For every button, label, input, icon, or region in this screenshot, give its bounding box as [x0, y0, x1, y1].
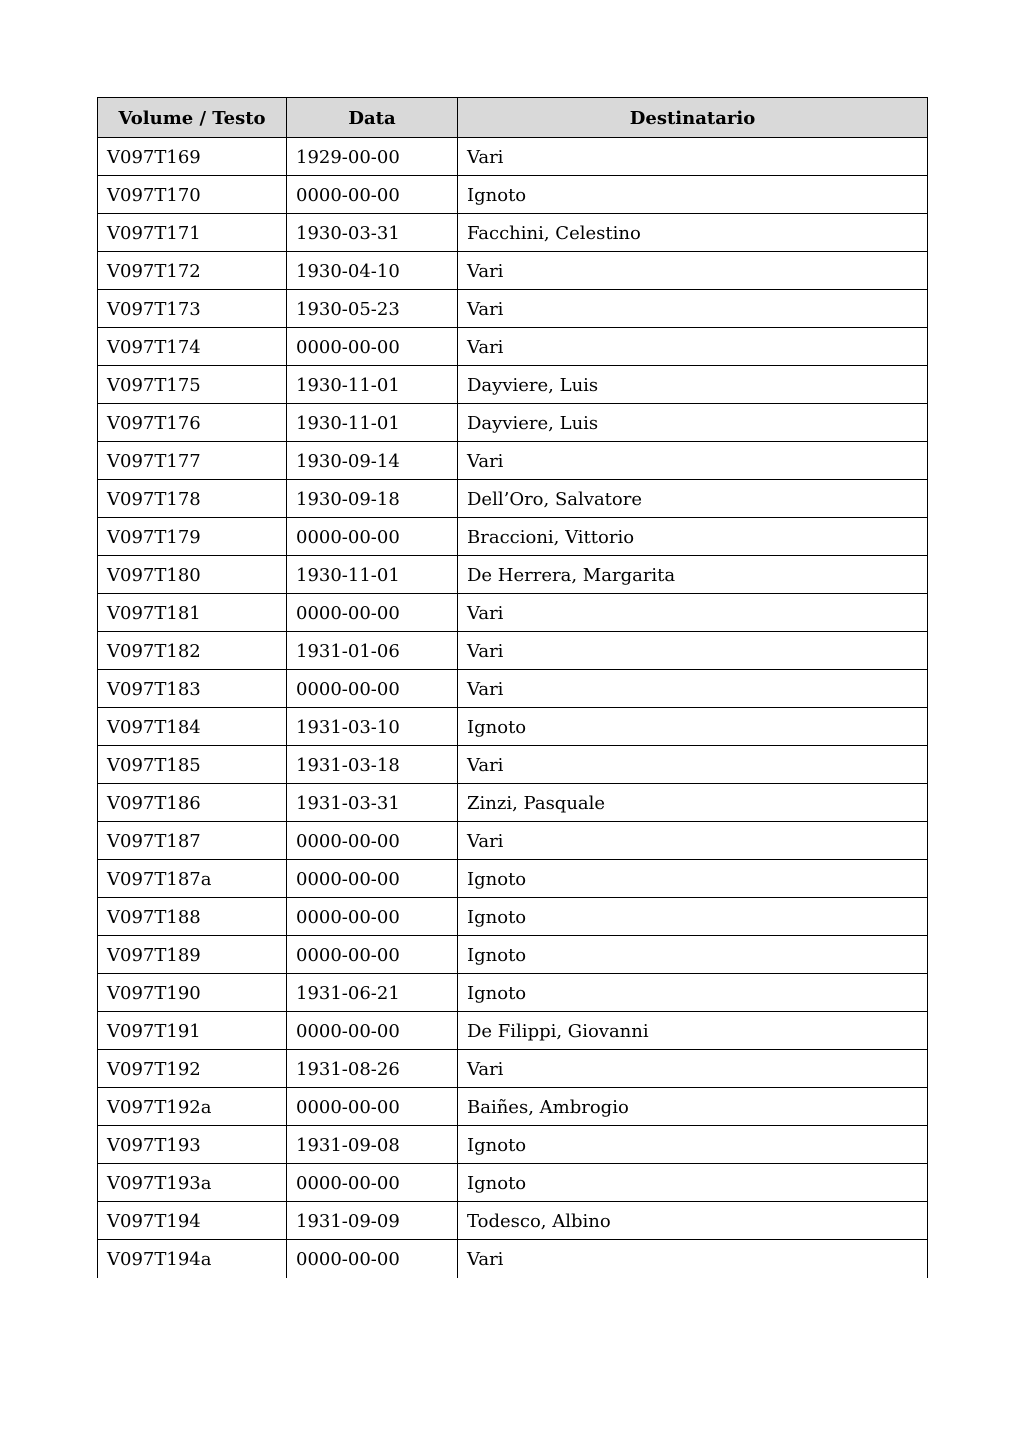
table-row [98, 860, 928, 898]
table-row [98, 290, 928, 328]
cell-destinatario: Vari [458, 138, 928, 176]
cell-data: 1930-11-01 [287, 556, 458, 594]
cell-destinatario: Ignoto [458, 936, 928, 974]
cell-volume-testo: V097T184 [98, 708, 287, 746]
table-row [98, 708, 928, 746]
cell-destinatario: Vari [458, 670, 928, 708]
cell-data: 0000-00-00 [287, 822, 458, 860]
table-row [98, 366, 928, 404]
cell-volume-testo: V097T178 [98, 480, 287, 518]
cell-data: 1929-00-00 [287, 138, 458, 176]
cell-destinatario: Vari [458, 746, 928, 784]
cell-destinatario: Vari [458, 328, 928, 366]
cell-destinatario: Vari [458, 290, 928, 328]
table-row [98, 898, 928, 936]
table-row [98, 1164, 928, 1202]
cell-destinatario: Ignoto [458, 1164, 928, 1202]
table-row [98, 974, 928, 1012]
cell-destinatario: Vari [458, 822, 928, 860]
cell-destinatario: De Filippi, Giovanni [458, 1012, 928, 1050]
cell-destinatario: Ignoto [458, 860, 928, 898]
table-row [98, 480, 928, 518]
cell-volume-testo: V097T188 [98, 898, 287, 936]
cell-volume-testo: V097T185 [98, 746, 287, 784]
cell-destinatario: Ignoto [458, 708, 928, 746]
column-header-volume-testo: Volume / Testo [98, 98, 287, 138]
cell-data: 1930-03-31 [287, 214, 458, 252]
cell-volume-testo: V097T191 [98, 1012, 287, 1050]
table-row [98, 746, 928, 784]
cell-destinatario: Dell’Oro, Salvatore [458, 480, 928, 518]
cell-destinatario: Vari [458, 442, 928, 480]
cell-data: 0000-00-00 [287, 594, 458, 632]
cell-data: 1931-01-06 [287, 632, 458, 670]
cell-data: 1931-09-08 [287, 1126, 458, 1164]
cell-volume-testo: V097T182 [98, 632, 287, 670]
cell-data: 0000-00-00 [287, 176, 458, 214]
table-body [98, 138, 928, 1278]
cell-volume-testo: V097T183 [98, 670, 287, 708]
cell-destinatario: Zinzi, Pasquale [458, 784, 928, 822]
cell-volume-testo: V097T194a [98, 1240, 287, 1278]
cell-volume-testo: V097T186 [98, 784, 287, 822]
cell-data: 1930-09-18 [287, 480, 458, 518]
cell-volume-testo: V097T174 [98, 328, 287, 366]
table-row [98, 632, 928, 670]
cell-destinatario: Ignoto [458, 974, 928, 1012]
cell-destinatario: Vari [458, 252, 928, 290]
cell-destinatario: Vari [458, 594, 928, 632]
cell-data: 0000-00-00 [287, 670, 458, 708]
column-header-data: Data [287, 98, 458, 138]
table-row [98, 1088, 928, 1126]
cell-destinatario: Vari [458, 1050, 928, 1088]
cell-data: 1930-04-10 [287, 252, 458, 290]
letters-table [97, 97, 928, 1278]
cell-data: 0000-00-00 [287, 860, 458, 898]
cell-volume-testo: V097T192a [98, 1088, 287, 1126]
cell-data: 1930-11-01 [287, 366, 458, 404]
cell-destinatario: Vari [458, 1240, 928, 1278]
table-row [98, 822, 928, 860]
cell-volume-testo: V097T175 [98, 366, 287, 404]
table-row [98, 442, 928, 480]
cell-volume-testo: V097T193 [98, 1126, 287, 1164]
table-row [98, 176, 928, 214]
cell-data: 0000-00-00 [287, 1164, 458, 1202]
cell-data: 1931-08-26 [287, 1050, 458, 1088]
table-row [98, 594, 928, 632]
cell-data: 1931-03-10 [287, 708, 458, 746]
table-row [98, 1126, 928, 1164]
cell-data: 0000-00-00 [287, 936, 458, 974]
cell-destinatario: Facchini, Celestino [458, 214, 928, 252]
cell-volume-testo: V097T187 [98, 822, 287, 860]
cell-volume-testo: V097T189 [98, 936, 287, 974]
cell-data: 0000-00-00 [287, 518, 458, 556]
cell-destinatario: Vari [458, 632, 928, 670]
table-row [98, 1050, 928, 1088]
cell-destinatario: Dayviere, Luis [458, 366, 928, 404]
cell-volume-testo: V097T169 [98, 138, 287, 176]
cell-data: 1930-05-23 [287, 290, 458, 328]
cell-data: 1931-03-31 [287, 784, 458, 822]
cell-volume-testo: V097T187a [98, 860, 287, 898]
cell-volume-testo: V097T177 [98, 442, 287, 480]
cell-volume-testo: V097T179 [98, 518, 287, 556]
cell-data: 1931-06-21 [287, 974, 458, 1012]
header-row [98, 98, 928, 138]
cell-destinatario: Todesco, Albino [458, 1202, 928, 1240]
cell-volume-testo: V097T171 [98, 214, 287, 252]
cell-data: 0000-00-00 [287, 898, 458, 936]
cell-destinatario: Ignoto [458, 1126, 928, 1164]
table-row [98, 138, 928, 176]
cell-volume-testo: V097T194 [98, 1202, 287, 1240]
cell-data: 0000-00-00 [287, 1012, 458, 1050]
cell-data: 1930-09-14 [287, 442, 458, 480]
cell-destinatario: Ignoto [458, 898, 928, 936]
cell-destinatario: Dayviere, Luis [458, 404, 928, 442]
table-row [98, 252, 928, 290]
table-row [98, 670, 928, 708]
cell-data: 1931-03-18 [287, 746, 458, 784]
cell-volume-testo: V097T192 [98, 1050, 287, 1088]
cell-volume-testo: V097T176 [98, 404, 287, 442]
table-row [98, 404, 928, 442]
cell-volume-testo: V097T180 [98, 556, 287, 594]
table-row [98, 784, 928, 822]
cell-volume-testo: V097T193a [98, 1164, 287, 1202]
cell-destinatario: Braccioni, Vittorio [458, 518, 928, 556]
table-row [98, 518, 928, 556]
cell-volume-testo: V097T190 [98, 974, 287, 1012]
table-row [98, 936, 928, 974]
cell-data: 0000-00-00 [287, 1240, 458, 1278]
cell-destinatario: De Herrera, Margarita [458, 556, 928, 594]
cell-volume-testo: V097T170 [98, 176, 287, 214]
table-row [98, 1012, 928, 1050]
cell-data: 0000-00-00 [287, 328, 458, 366]
table-row [98, 1202, 928, 1240]
cell-volume-testo: V097T173 [98, 290, 287, 328]
column-header-destinatario: Destinatario [458, 98, 928, 138]
table-row [98, 556, 928, 594]
table-row [98, 328, 928, 366]
table-row [98, 214, 928, 252]
cell-data: 1930-11-01 [287, 404, 458, 442]
cell-volume-testo: V097T181 [98, 594, 287, 632]
cell-volume-testo: V097T172 [98, 252, 287, 290]
cell-destinatario: Baiñes, Ambrogio [458, 1088, 928, 1126]
cell-data: 0000-00-00 [287, 1088, 458, 1126]
cell-destinatario: Ignoto [458, 176, 928, 214]
cell-data: 1931-09-09 [287, 1202, 458, 1240]
table-row [98, 1240, 928, 1278]
table-header [98, 98, 928, 138]
